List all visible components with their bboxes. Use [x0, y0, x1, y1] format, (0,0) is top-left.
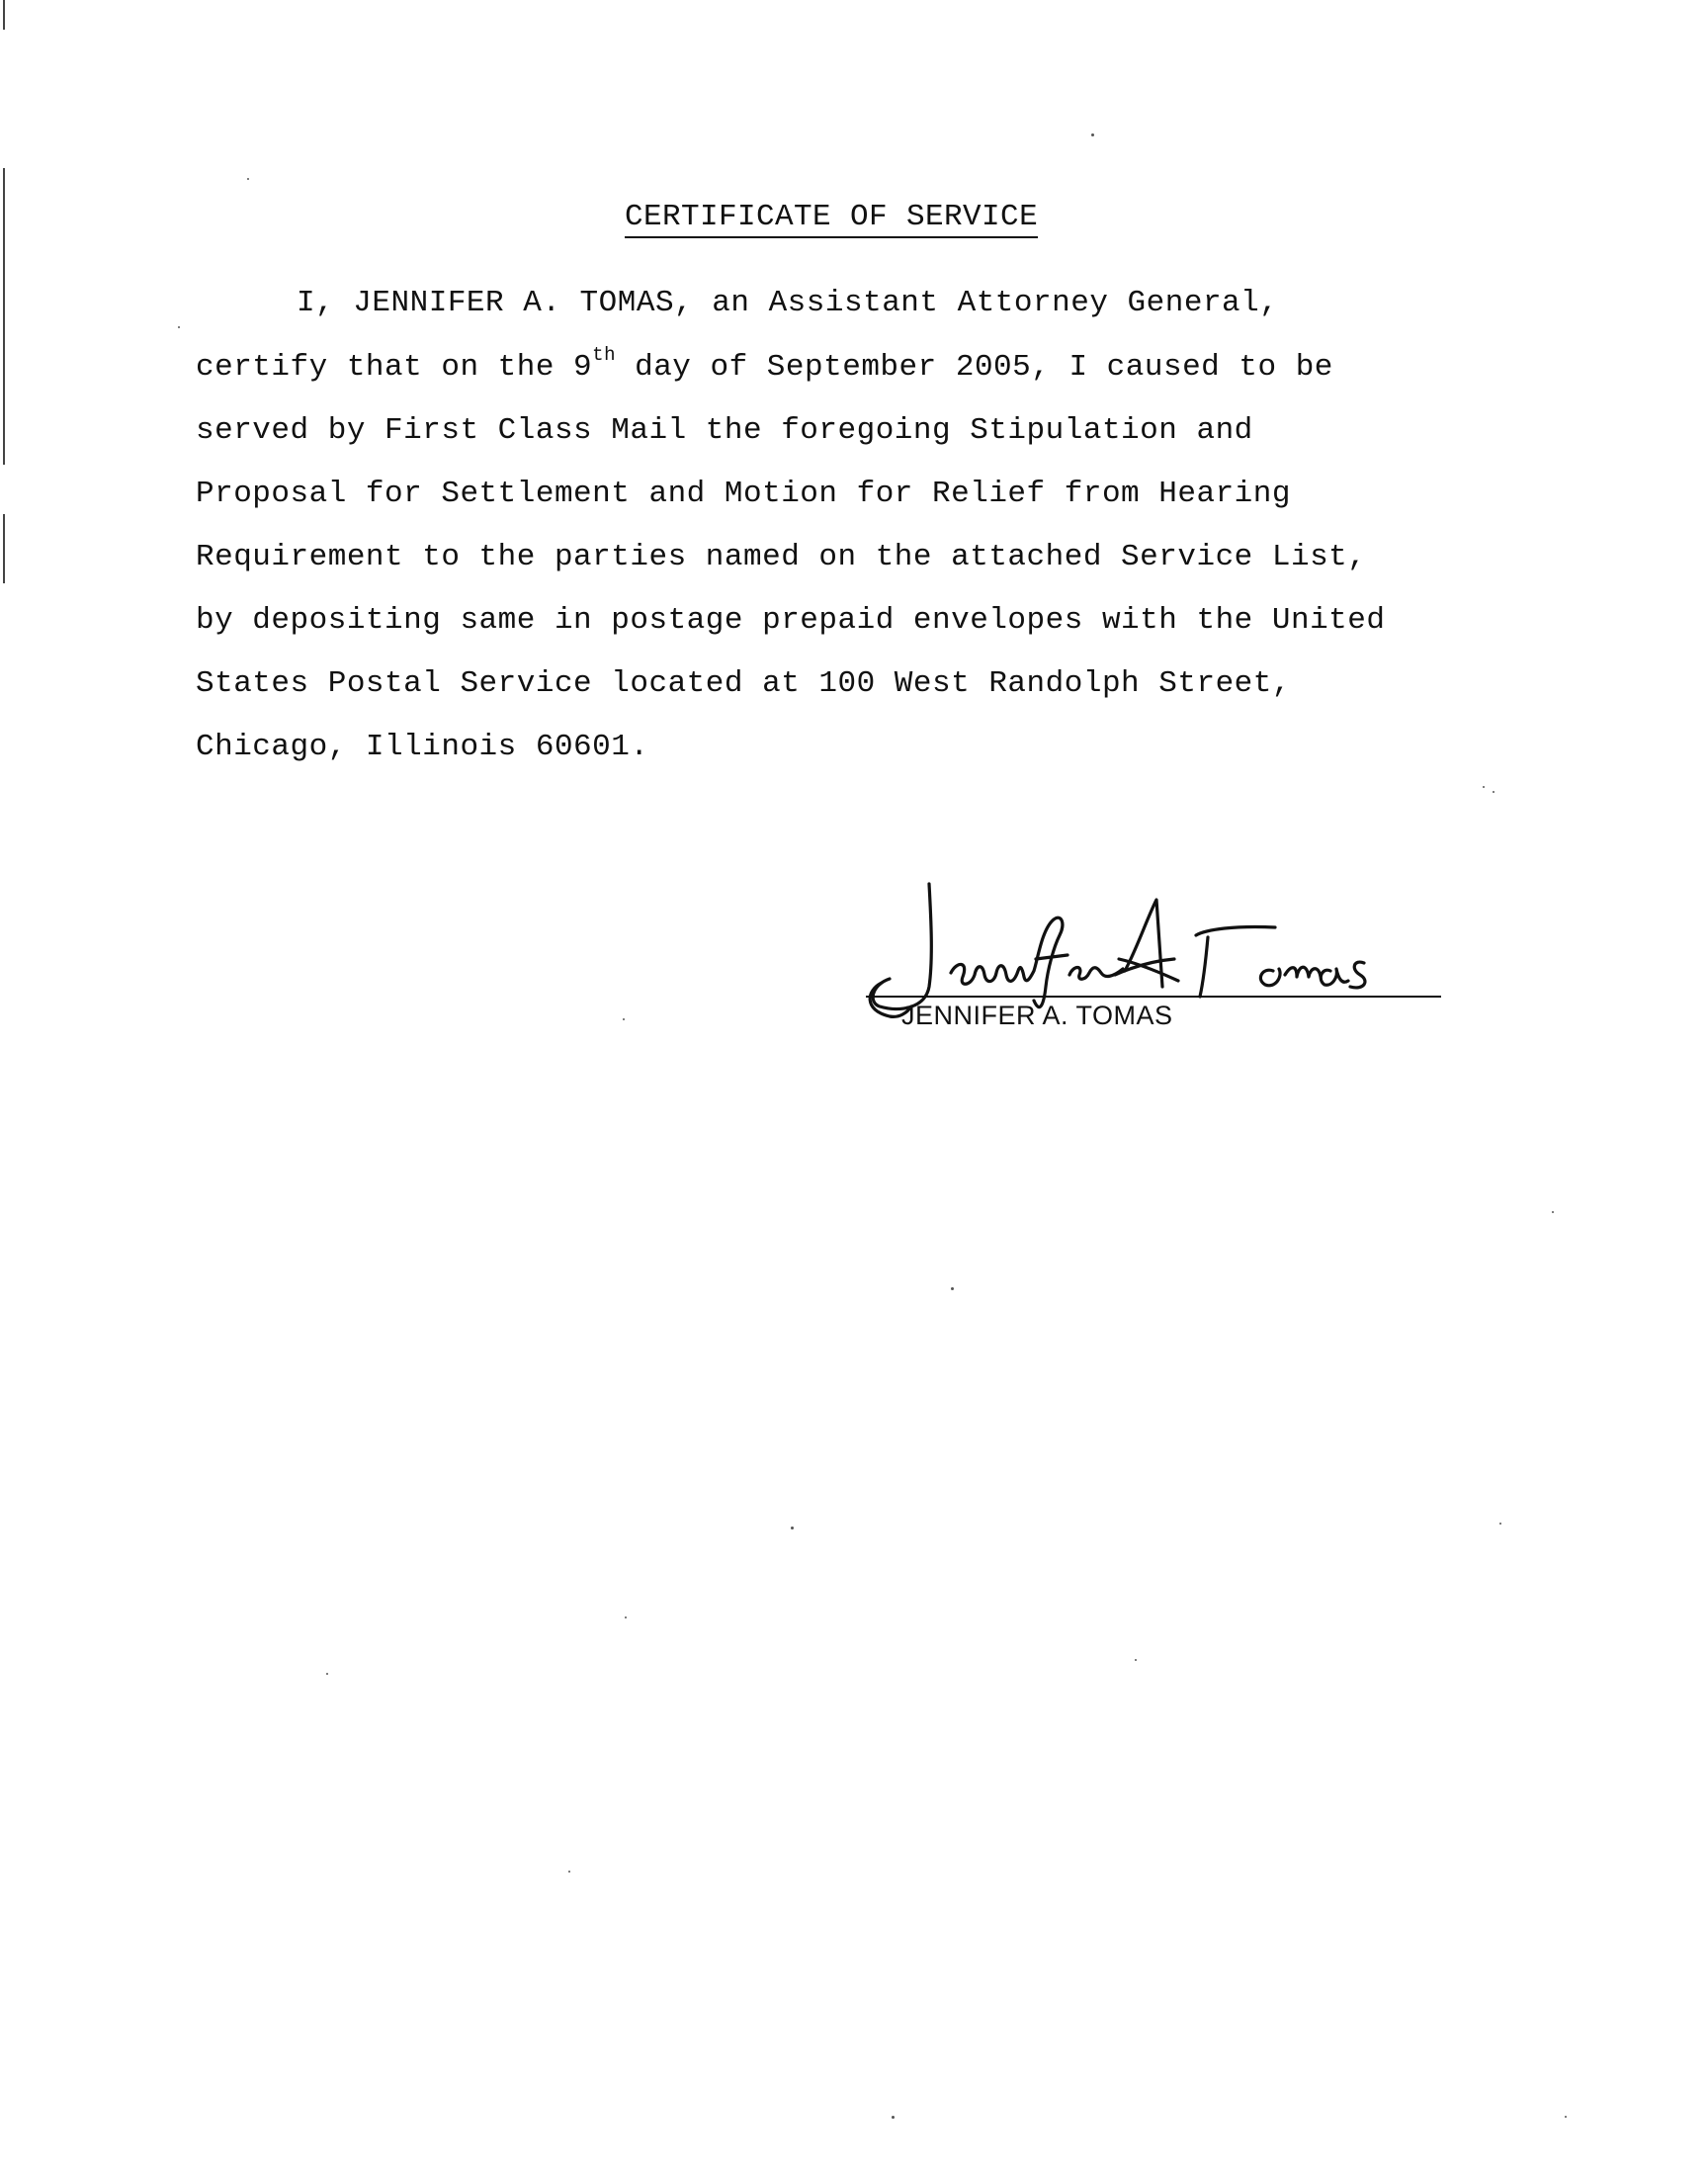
paragraph-line: Chicago, Illinois 60601. — [196, 730, 649, 764]
scan-speck — [892, 2116, 895, 2119]
scan-speck — [791, 1527, 794, 1529]
scan-speck — [568, 1871, 570, 1873]
paragraph-line: Requirement to the parties named on the attached Service List, — [196, 540, 1367, 574]
paragraph-line: Proposal for Settlement and Motion for Relief from Hearing — [196, 477, 1291, 511]
scan-speck — [1135, 1659, 1137, 1661]
ordinal-suffix: th — [592, 343, 616, 366]
scan-speck — [1499, 1523, 1501, 1525]
scan-speck — [1565, 2116, 1567, 2118]
paragraph-line: by depositing same in postage prepaid envelopes with the United — [196, 603, 1386, 638]
scan-edge-mark — [3, 0, 5, 30]
page-title: CERTIFICATE OF SERVICE — [625, 200, 1038, 238]
scan-speck — [1493, 791, 1494, 793]
scan-speck — [951, 1287, 954, 1290]
paragraph-text: certify that on the 9 — [196, 350, 593, 385]
scan-speck — [1483, 786, 1485, 788]
paragraph-line: States Postal Service located at 100 West Randolph Street, — [196, 666, 1291, 701]
scan-speck — [178, 326, 180, 328]
scan-speck — [623, 1018, 625, 1020]
handwritten-signature-icon — [860, 880, 1453, 1048]
scan-speck — [247, 178, 249, 180]
scan-edge-mark — [3, 168, 5, 465]
scan-speck — [625, 1616, 627, 1618]
paragraph-line: I, JENNIFER A. TOMAS, an Assistant Attorney General, — [297, 286, 1279, 320]
signature-block — [860, 880, 1453, 1048]
paragraph-text: day of September 2005, I caused to be — [615, 350, 1333, 385]
scan-edge-mark — [3, 514, 5, 583]
paragraph-line: served by First Class Mail the foregoing Stipulation and — [196, 413, 1253, 448]
scan-speck — [1552, 1211, 1554, 1213]
scan-speck — [326, 1673, 328, 1675]
scan-speck — [1091, 133, 1094, 136]
paragraph-line — [196, 343, 1333, 388]
printed-name: JENNIFER A. TOMAS — [901, 1001, 1173, 1030]
